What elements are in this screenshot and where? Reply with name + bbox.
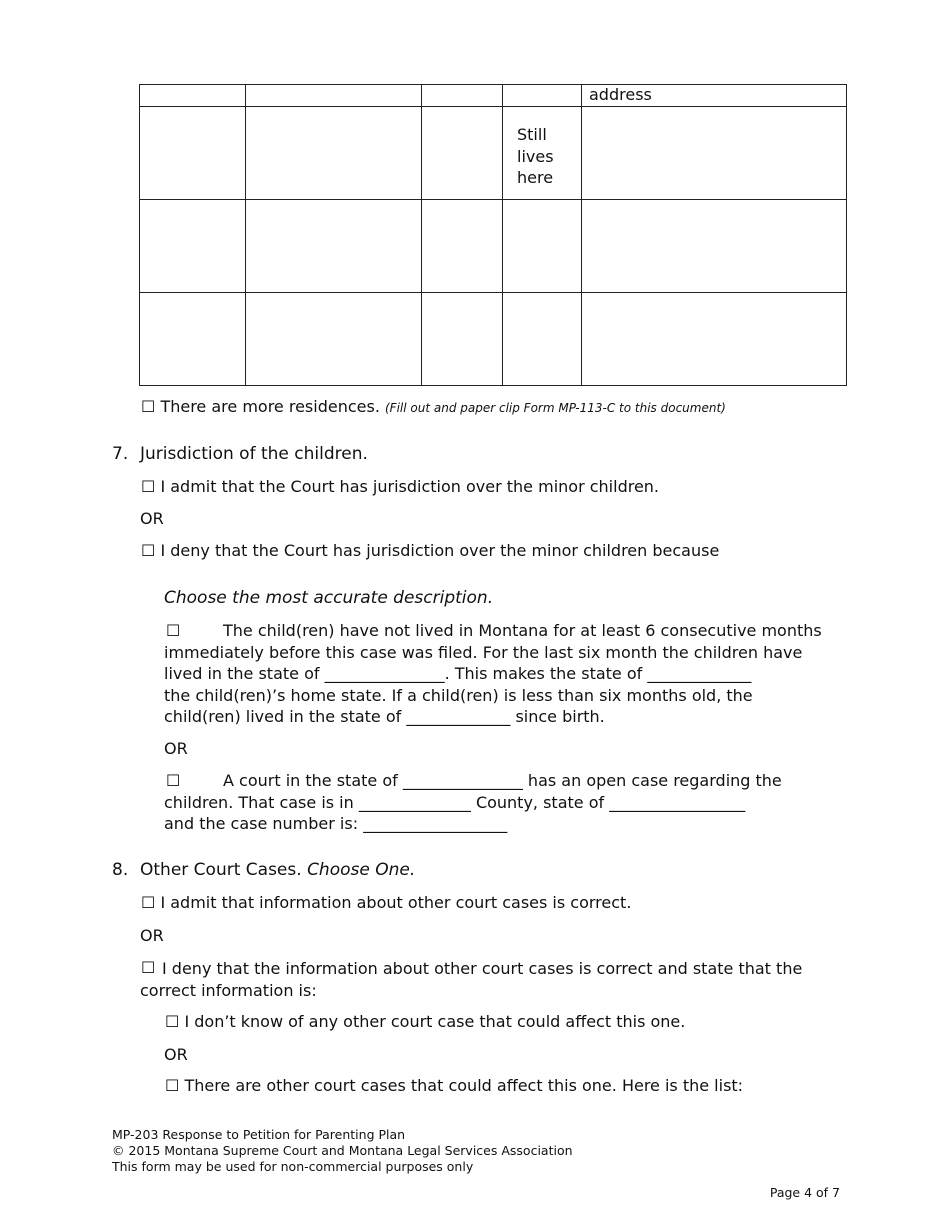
table-cell — [582, 293, 847, 386]
table-cell — [246, 293, 422, 386]
text-line: immediately before this case was filed. For the last six month the children have — [164, 642, 803, 662]
cases-deny-checkbox[interactable]: ☐ — [141, 958, 156, 977]
table-cell — [582, 85, 847, 107]
table-cell — [422, 200, 503, 293]
table-row — [140, 293, 847, 386]
jurisdiction-deny-row — [141, 541, 719, 560]
table-cell — [582, 107, 847, 200]
footer-form-title: MP-203 Response to Petition for Parenting Plan — [112, 1127, 406, 1142]
option-open-case-text — [164, 770, 782, 835]
table-cell — [246, 200, 422, 293]
text-line: A court in the state of _______________ has an open case regarding the — [223, 771, 782, 790]
table-cell — [140, 85, 246, 107]
or-label: OR — [164, 1045, 188, 1064]
cases-admit-label: I admit that information about other court cases is correct. — [160, 893, 632, 912]
section-8-title: Other Court Cases. — [140, 860, 302, 880]
other-cases-row — [165, 1076, 743, 1095]
cases-admit-checkbox[interactable]: ☐ — [141, 893, 156, 912]
dont-know-checkbox[interactable]: ☐ — [165, 1012, 180, 1031]
jurisdiction-deny-label: I deny that the Court has jurisdiction over the minor children because — [160, 541, 720, 560]
table-cell — [503, 293, 582, 386]
jurisdiction-admit-checkbox[interactable]: ☐ — [141, 477, 156, 496]
table-cell — [246, 85, 422, 107]
other-cases-checkbox[interactable]: ☐ — [165, 1076, 180, 1095]
cases-admit-row — [141, 893, 631, 912]
text-line: The child(ren) have not lived in Montana for at least 6 consecutive months — [223, 621, 822, 640]
text-line: children. That case is in ______________ County, state of _________________ — [164, 792, 746, 812]
option-open-case-checkbox[interactable]: ☐ — [166, 771, 181, 790]
footer — [112, 1127, 573, 1175]
text-line: correct information is: — [140, 980, 317, 1000]
table-row — [140, 200, 847, 293]
dont-know-row — [165, 1012, 685, 1031]
more-residences-label: There are more residences. — [160, 397, 380, 416]
section-8-choose-one: Choose One. — [307, 860, 416, 880]
table-cell — [503, 200, 582, 293]
text-line: and the case number is: __________________ — [164, 814, 508, 833]
text-line: the child(ren)’s home state. If a child(ren) is less than six months old, the — [164, 685, 753, 705]
page-number: Page 4 of 7 — [769, 1185, 840, 1200]
text-line: child(ren) lived in the state of _____________ since birth. — [164, 707, 605, 726]
text-line: I deny that the information about other court cases is correct and state that the — [162, 959, 803, 978]
table-row — [140, 85, 847, 107]
table-cell — [422, 107, 503, 200]
table-cell — [246, 107, 422, 200]
jurisdiction-deny-checkbox[interactable]: ☐ — [141, 541, 156, 560]
other-cases-label: There are other court cases that could affect this one. Here is the list: — [184, 1076, 744, 1095]
choose-description: Choose the most accurate description. — [164, 588, 494, 608]
dont-know-label: I don’t know of any other court case that could affect this one. — [184, 1012, 686, 1031]
table-row — [140, 107, 847, 200]
table-cell — [503, 85, 582, 107]
or-label: OR — [164, 739, 188, 758]
table-cell — [582, 200, 847, 293]
or-label: OR — [140, 509, 164, 528]
table-cell — [422, 293, 503, 386]
still-lives-here — [503, 107, 581, 189]
section-7-title: Jurisdiction of the children. — [140, 444, 368, 464]
table-cell — [140, 107, 246, 200]
table-cell — [422, 85, 503, 107]
table-cell — [140, 200, 246, 293]
more-residences-row — [141, 397, 726, 416]
footer-usage-note: This form may be used for non-commercial purposes only — [112, 1159, 474, 1174]
text-line: lived in the state of _______________. This makes the state of _____________ — [164, 664, 752, 683]
still-word: Still — [517, 125, 547, 144]
lives-word: lives — [517, 146, 554, 166]
address-header: address — [589, 85, 652, 104]
table-cell — [140, 293, 246, 386]
option-home-state-text — [164, 620, 822, 728]
cases-deny-text — [140, 958, 802, 1001]
section-8-number: 8. — [112, 860, 129, 880]
footer-copyright: © 2015 Montana Supreme Court and Montana Legal Services Association — [112, 1143, 573, 1158]
jurisdiction-admit-row — [141, 477, 659, 496]
here-word: here — [517, 168, 554, 187]
more-residences-note: (Fill out and paper clip Form MP-113-C to this document) — [385, 401, 726, 415]
section-8-heading — [140, 860, 415, 880]
or-label: OR — [140, 926, 164, 945]
section-7-number: 7. — [112, 444, 129, 464]
residence-table — [139, 84, 847, 386]
jurisdiction-admit-label: I admit that the Court has jurisdiction over the minor children. — [160, 477, 660, 496]
option-home-state-checkbox[interactable]: ☐ — [166, 621, 181, 640]
more-residences-checkbox[interactable]: ☐ — [141, 397, 156, 416]
table-cell — [503, 107, 582, 200]
